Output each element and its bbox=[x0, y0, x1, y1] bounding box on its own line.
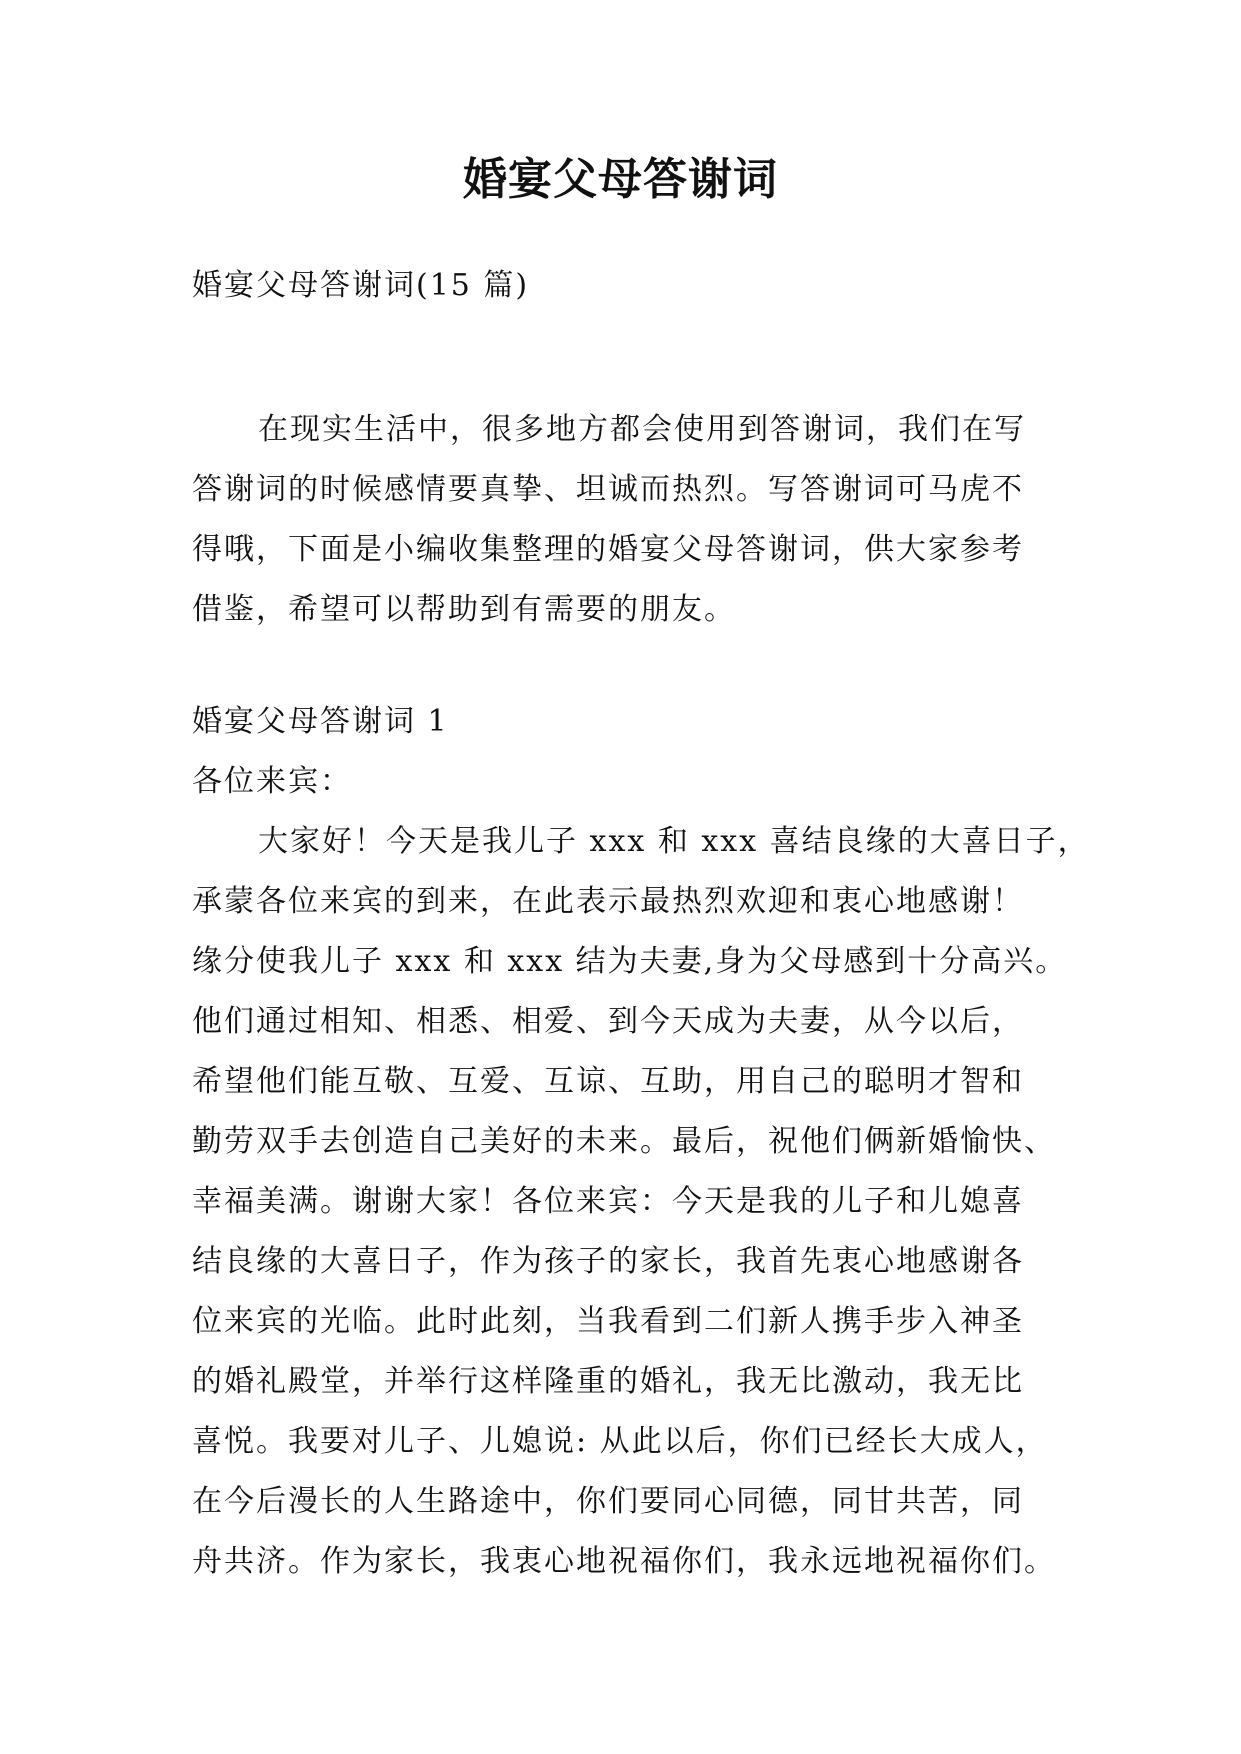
body-line: 他们通过相知、相悉、相爱、到今天成为夫妻，从今以后， bbox=[192, 1004, 1024, 1039]
body-line: 承蒙各位来宾的到来，在此表示最热烈欢迎和衷心地感谢！ bbox=[192, 884, 1024, 919]
body-line: 在今后漫长的人生路途中，你们要同心同德，同甘共苦，同 bbox=[192, 1484, 1024, 1519]
body-line: 的婚礼殿堂，并举行这样隆重的婚礼，我无比激动，我无比 bbox=[192, 1364, 1024, 1399]
body-line: 结良缘的大喜日子，作为孩子的家长，我首先衷心地感谢各 bbox=[192, 1244, 1024, 1279]
body-line: 缘分使我儿子 xxx 和 xxx 结为夫妻,身为父母感到十分高兴。 bbox=[192, 944, 1068, 979]
document-subtitle: 婚宴父母答谢词(15 篇) bbox=[192, 268, 530, 303]
salutation: 各位来宾： bbox=[192, 764, 352, 799]
intro-line: 借鉴，希望可以帮助到有需要的朋友。 bbox=[192, 592, 736, 627]
speech-section-1 bbox=[192, 692, 1090, 1592]
body-line: 希望他们能互敬、互爱、互谅、互助，用自己的聪明才智和 bbox=[192, 1064, 1024, 1099]
intro-line: 得哦，下面是小编收集整理的婚宴父母答谢词，供大家参考 bbox=[192, 532, 1024, 567]
section-heading: 婚宴父母答谢词 1 bbox=[192, 704, 449, 739]
intro-paragraph bbox=[192, 400, 1052, 640]
body-line: 勤劳双手去创造自己美好的未来。最后，祝他们俩新婚愉快、 bbox=[192, 1124, 1056, 1159]
body-line: 位来宾的光临。此时此刻，当我看到二们新人携手步入神圣 bbox=[192, 1304, 1024, 1339]
intro-line: 在现实生活中，很多地方都会使用到答谢词，我们在写 bbox=[258, 412, 1026, 447]
document-title: 婚宴父母答谢词 bbox=[463, 154, 778, 205]
body-line: 幸福美满。谢谢大家！各位来宾：今天是我的儿子和儿媳喜 bbox=[192, 1184, 1024, 1219]
body-line: 喜悦。我要对儿子、儿媳说: 从此以后，你们已经长大成人， bbox=[192, 1424, 1048, 1459]
intro-line: 答谢词的时候感情要真挚、坦诚而热烈。写答谢词可马虎不 bbox=[192, 472, 1024, 507]
body-line: 大家好！今天是我儿子 xxx 和 xxx 喜结良缘的大喜日子， bbox=[258, 824, 1090, 859]
body-line: 舟共济。作为家长，我衷心地祝福你们，我永远地祝福你们。 bbox=[192, 1544, 1056, 1579]
